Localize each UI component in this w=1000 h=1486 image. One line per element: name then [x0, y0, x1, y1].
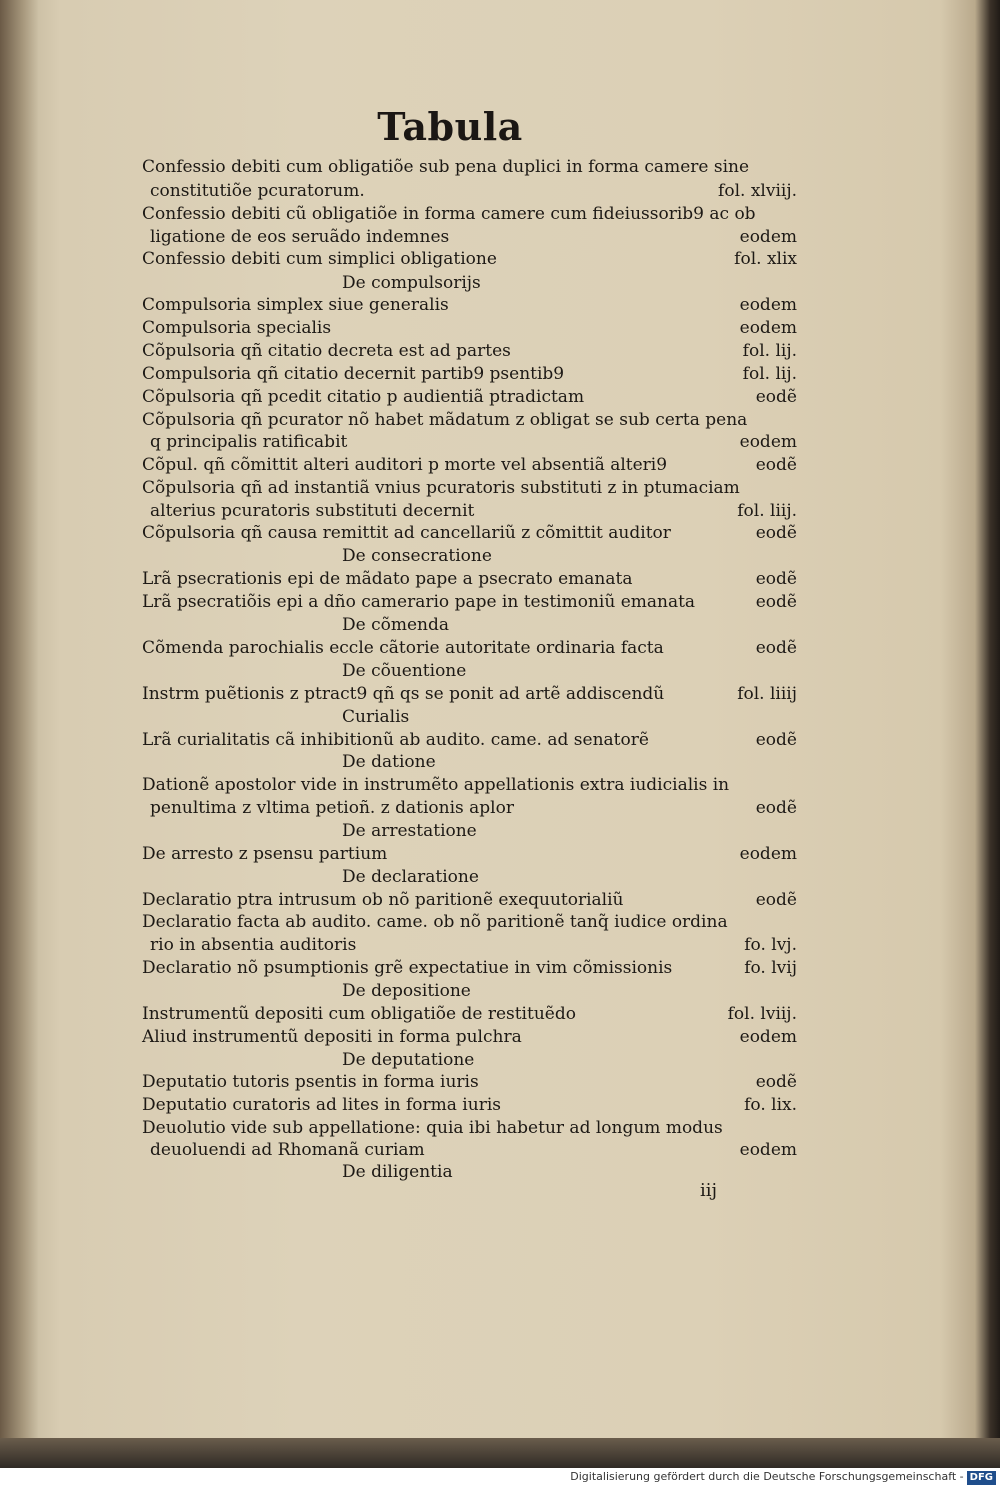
entry-text: Lrã psecratiõis epi a dño camerario pape in testimoniũ emanata	[142, 592, 696, 612]
index-entry	[142, 226, 797, 248]
entry-text: penultima z vltima petioñ. z dationis aplor	[150, 798, 514, 818]
entry-text: ligatione de eos seruãdo indemnes	[150, 227, 450, 247]
index-entry	[142, 477, 797, 499]
folio-reference: eodẽ	[755, 730, 797, 750]
index-entry	[142, 454, 797, 476]
folio-reference: eodẽ	[755, 523, 797, 543]
folio-reference: fol. lij.	[742, 341, 797, 361]
folio-reference: eodẽ	[755, 592, 797, 612]
entry-text: De arrestatione	[342, 821, 477, 841]
entry-text: De compulsorijs	[342, 273, 481, 293]
folio-reference: eodem	[739, 844, 797, 864]
entry-text: De arresto z psensu partium	[142, 844, 388, 864]
section-heading	[142, 751, 797, 773]
index-entry	[142, 729, 797, 751]
index-entry	[142, 294, 797, 316]
entry-text: De datione	[342, 752, 436, 772]
folio-reference: eodẽ	[755, 1072, 797, 1092]
index-entry	[142, 797, 797, 819]
folio-reference: fo. lix.	[744, 1095, 797, 1115]
entry-text: De cõmenda	[342, 615, 449, 635]
index-entry	[142, 843, 797, 865]
index-entry	[142, 957, 797, 979]
page-heading: Tabula	[377, 104, 523, 149]
funding-footer	[0, 1468, 1000, 1486]
entry-text: Confessio debiti cum obligatiõe sub pena duplici in forma camere sine	[142, 157, 750, 177]
folio-reference: fo. lvij	[744, 958, 797, 978]
entry-text: Compulsoria qñ citatio decernit partib9 psentib9	[142, 364, 565, 384]
entry-text: Curialis	[342, 707, 410, 727]
entry-text: Aliud instrumentũ depositi in forma pulchra	[142, 1027, 522, 1047]
entry-text: Deputatio curatoris ad lites in forma iuris	[142, 1095, 501, 1115]
entry-text: Confessio debiti cũ obligatiõe in forma camere cum fideiussorib9 ac ob	[142, 204, 756, 224]
folio-reference: fol. xlix	[734, 249, 797, 269]
index-entry	[142, 386, 797, 408]
entry-text: q principalis ratificabit	[150, 432, 348, 452]
entry-text: Deuolutio vide sub appellatione: quia ibi habetur ad longum modus	[142, 1118, 723, 1138]
folio-reference: fol. xlviij.	[718, 181, 797, 201]
section-heading	[142, 820, 797, 842]
entry-text: Lrã curialitatis cã inhibitionũ ab audito. came. ad senatorẽ	[142, 730, 649, 750]
index-entry	[142, 1117, 797, 1139]
folio-reference: eodem	[739, 1140, 797, 1160]
index-entry	[142, 180, 797, 202]
index-entry	[142, 889, 797, 911]
entry-text: De diligentia	[342, 1162, 453, 1182]
page-number: iij	[700, 1180, 718, 1201]
section-heading	[142, 545, 797, 567]
entry-text: Cõpulsoria qñ citatio decreta est ad partes	[142, 341, 511, 361]
entry-text: alterius pcuratoris substituti decernit	[150, 501, 475, 521]
folio-reference: fol. lij.	[742, 364, 797, 384]
section-heading	[142, 706, 797, 728]
index-entry	[142, 911, 797, 933]
entry-text: deuoluendi ad Rhomanã curiam	[150, 1140, 425, 1160]
index-entry	[142, 774, 797, 796]
footer-text: Digitalisierung gefördert durch die Deutsche Forschungsgemeinschaft -	[570, 1470, 964, 1483]
dfg-logo: DFG	[967, 1471, 996, 1485]
entry-text: Cõpulsoria qñ pcedit citatio p audientiã ptradictam	[142, 387, 585, 407]
folio-reference: eodem	[739, 227, 797, 247]
index-entry	[142, 203, 797, 225]
folio-reference: eodem	[739, 318, 797, 338]
entry-text: De deputatione	[342, 1050, 475, 1070]
entry-text: Compulsoria specialis	[142, 318, 332, 338]
index-entry	[142, 340, 797, 362]
entry-text: Cõpulsoria qñ pcurator nõ habet mãdatum z obligat se sub certa pena	[142, 410, 748, 430]
folio-reference: fol. lviij.	[727, 1004, 797, 1024]
folio-reference: eodẽ	[755, 455, 797, 475]
entry-text: Lrã psecrationis epi de mãdato pape a psecrato emanata	[142, 569, 633, 589]
entry-text: rio in absentia auditoris	[150, 935, 357, 955]
section-heading	[142, 272, 797, 294]
index-entry	[142, 1003, 797, 1025]
folio-reference: eodẽ	[755, 569, 797, 589]
section-heading	[142, 660, 797, 682]
index-entry	[142, 248, 797, 270]
folio-reference: eodẽ	[755, 638, 797, 658]
index-entry	[142, 363, 797, 385]
index-entry	[142, 1094, 797, 1116]
section-heading	[142, 614, 797, 636]
folio-reference: eodem	[739, 432, 797, 452]
scan-bottom-margin	[0, 1438, 1000, 1468]
index-entry	[142, 500, 797, 522]
folio-reference: fol. liij.	[737, 501, 797, 521]
entry-text: Cõmenda parochialis eccle cãtorie autoritate ordinaria facta	[142, 638, 664, 658]
index-entry	[142, 1139, 797, 1161]
entry-text: De consecratione	[342, 546, 492, 566]
index-entry	[142, 1026, 797, 1048]
entry-text: De depositione	[342, 981, 471, 1001]
entry-text: Instrumentũ depositi cum obligatiõe de restituẽdo	[142, 1004, 576, 1024]
index-entry	[142, 591, 797, 613]
index-entry	[142, 317, 797, 339]
entry-text: Deputatio tutoris psentis in forma iuris	[142, 1072, 479, 1092]
index-entry	[142, 522, 797, 544]
section-heading	[142, 1049, 797, 1071]
entry-text: Cõpul. qñ cõmittit alteri auditori p morte vel absentiã alteri9	[142, 455, 668, 475]
index-entry	[142, 568, 797, 590]
entry-text: Dationẽ apostolor vide in instrumẽto appellationis extra iudicialis in	[142, 775, 730, 795]
entry-text: Declaratio ptra intrusum ob nõ paritionẽ exequutorialiũ	[142, 890, 624, 910]
entry-text: Declaratio facta ab audito. came. ob nõ paritionẽ tanq̃ iudice ordina	[142, 912, 728, 932]
entry-text: Cõpulsoria qñ ad instantiã vnius pcuratoris substituti z in ptumaciam	[142, 478, 740, 498]
index-entry	[142, 1071, 797, 1093]
folio-reference: eodẽ	[755, 387, 797, 407]
index-entry	[142, 431, 797, 453]
entry-text: Compulsoria simplex siue generalis	[142, 295, 449, 315]
entry-text: Declaratio nõ psumptionis grẽ expectatiue in vim cõmissionis	[142, 958, 673, 978]
entry-text: Confessio debiti cum simplici obligatione	[142, 249, 497, 269]
index-entry	[142, 683, 797, 705]
folio-reference: fol. liiij	[737, 684, 797, 704]
folio-reference: eodem	[739, 295, 797, 315]
folio-reference: eodem	[739, 1027, 797, 1047]
folio-reference: eodẽ	[755, 798, 797, 818]
section-heading	[142, 866, 797, 888]
entry-text: Cõpulsoria qñ causa remittit ad cancellariũ z cõmittit auditor	[142, 523, 671, 543]
index-entry	[142, 156, 797, 178]
index-entry	[142, 934, 797, 956]
entry-text: De cõuentione	[342, 661, 467, 681]
entry-text: constitutiõe pcuratorum.	[150, 181, 365, 201]
folio-reference: fo. lvj.	[744, 935, 797, 955]
section-heading	[142, 980, 797, 1002]
entry-text: De declaratione	[342, 867, 479, 887]
entry-text: Instrm puẽtionis z ptract9 qñ qs se ponit ad artẽ addiscendũ	[142, 684, 665, 704]
folio-reference: eodẽ	[755, 890, 797, 910]
index-entry	[142, 637, 797, 659]
section-heading	[142, 1161, 797, 1183]
index-entry	[142, 409, 797, 431]
